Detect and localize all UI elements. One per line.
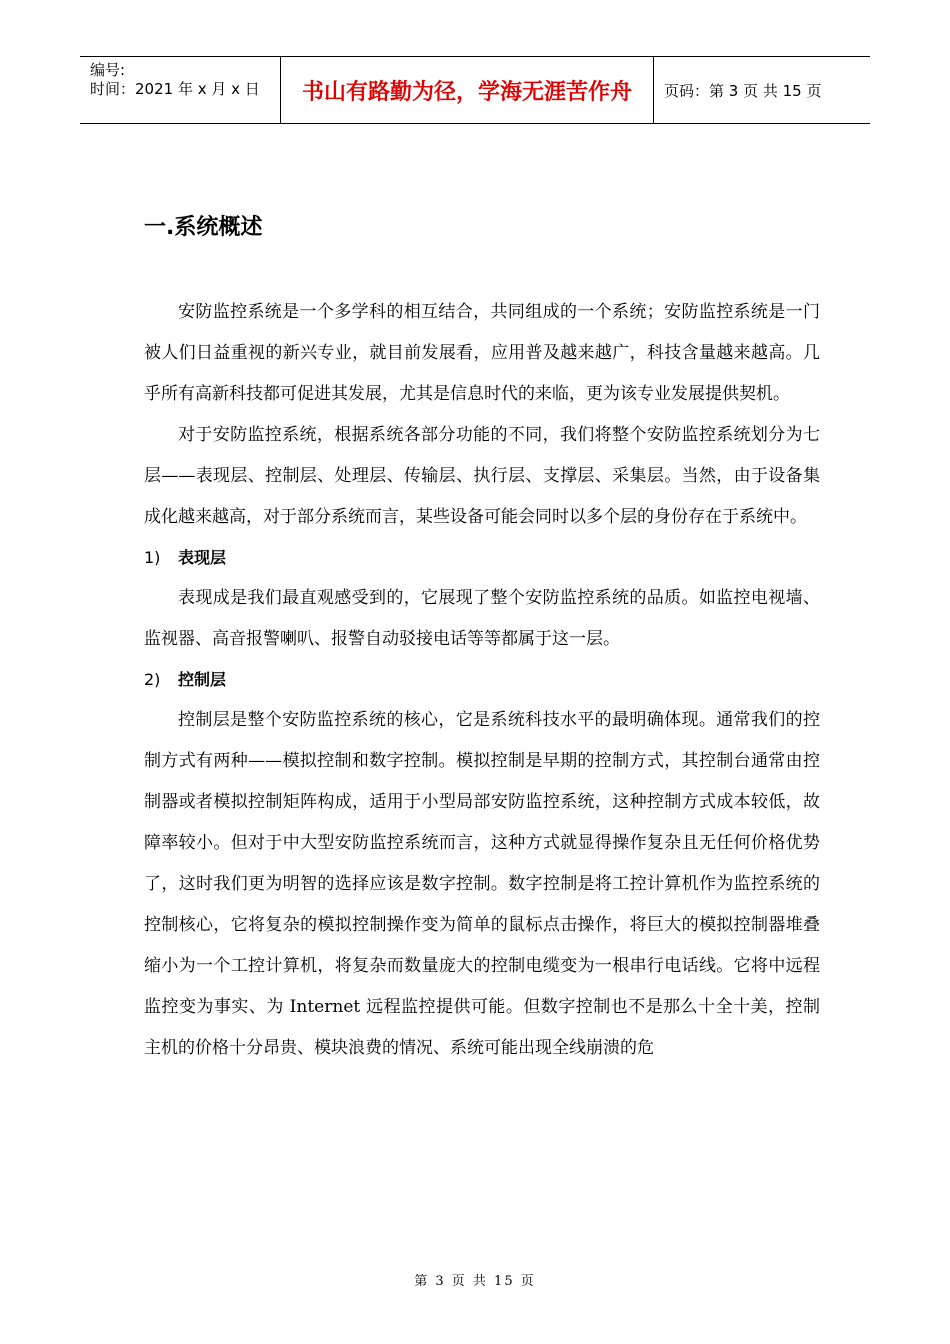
header-page-info: 页码：第 3 页 共 15 页 [664,81,822,100]
paragraph: 安防监控系统是一个多学科的相互结合，共同组成的一个系统；安防监控系统是一门被人们日益重视的新兴专业，就目前发展看，应用普及越来越广，科技含量越来越高。几乎所有高新科技都可促进其发展，尤其是信息时代的来临，更为该专业发展提供契机。 [144,302,820,404]
document-header [80,56,870,124]
paragraph: 表现成是我们最直观感受到的，它展现了整个安防监控系统的品质。如监控电视墙、监视器、高音报警喇叭、报警自动驳接电话等等都属于这一层。 [144,588,820,649]
header-meta [80,57,281,123]
document-code-label: 编号: [90,61,126,79]
subsection-title: 控制层 [178,670,227,689]
document-body [144,210,820,1069]
document-date: 时间：2021 年 x 月 x 日 [90,80,260,98]
paragraph: 控制层是整个安防监控系统的核心，它是系统科技水平的最明确体现。通常我们的控制方式有两种——模拟控制和数字控制。模拟控制是早期的控制方式，其控制台通常由控制器或者模拟控制矩阵构成，适用于小型局部安防监控系统，这种控制方式成本较低，故障率较小。但对于中大型安防监控系统而言，这种方式就显得操作复杂且无任何价格优势了，这时我们更为明智的选择应该是数字控制。数字控制是将工控计算机作为监控系统的控制核心，它将复杂的模拟控制操作变为简单的鼠标点击操作，将巨大的模拟控制器堆叠缩小为一个工控计算机，将复杂而数量庞大的控制电缆变为一根串行电话线。它将中远程监控变为事实、为 Internet 远程监控提供可能。但数字控制也不是那么十全十美，控制主机的价格十分昂贵、模块浪费的情况、系统可能出现全线崩溃的危 [144,710,820,1058]
paragraph: 对于安防监控系统，根据系统各部分功能的不同，我们将整个安防监控系统划分为七层——表现层、控制层、处理层、传输层、执行层、支撑层、采集层。当然，由于设备集成化越来越高，对于部分系统而言，某些设备可能会同时以多个层的身份存在于系统中。 [144,425,820,527]
header-motto: 书山有路勤为径，学海无涯苦作舟 [281,57,654,123]
subsection-heading [144,660,820,700]
subsection-title: 表现层 [178,548,227,567]
subsection-heading [144,538,820,578]
subsection-number: 2) [144,670,161,689]
page-footer: 第 3 页 共 15 页 [414,1274,536,1289]
section-title: 一.系统概述 [144,215,263,240]
subsection-number: 1) [144,548,161,567]
